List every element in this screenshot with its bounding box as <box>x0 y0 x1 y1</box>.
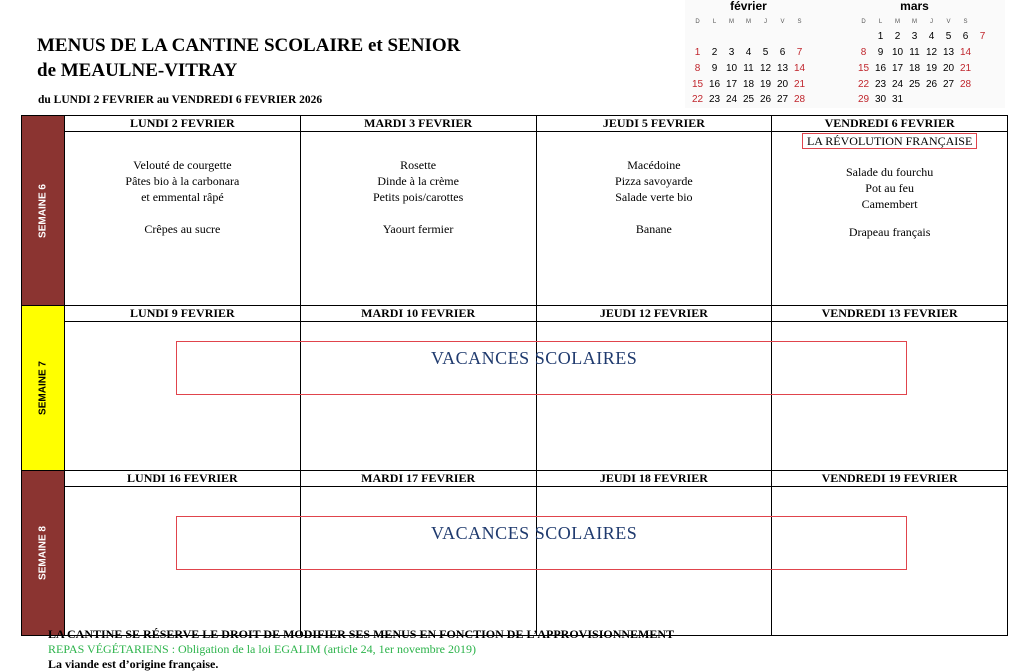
calendar-week-row: 8 9 10 11 12 13 14 <box>694 63 806 74</box>
footer-meat-origin: La viande est d’origine française. <box>48 657 219 671</box>
week-header-row <box>22 306 1008 322</box>
calendar-week-row: 15 16 17 18 19 20 21 <box>691 79 806 90</box>
calendar-week-row: 1 2 3 4 5 6 7 <box>694 47 803 58</box>
calendar-week-row: 8 9 10 11 12 13 14 <box>860 47 972 58</box>
page-subtitle: de MEAULNE-VITRAY <box>37 60 238 81</box>
day-header: JEUDI 12 FEVRIER <box>536 306 772 322</box>
day-header: MARDI 10 FEVRIER <box>300 306 536 322</box>
vacation-banner: VACANCES SCOLAIRES <box>176 516 907 570</box>
day-header: JEUDI 5 FEVRIER <box>536 116 772 132</box>
calendar-month-name: février <box>730 0 767 13</box>
day-header: JEUDI 18 FEVRIER <box>536 471 772 487</box>
calendar-week-row: 1 2 3 4 5 6 7 <box>877 31 986 42</box>
day-header: LUNDI 2 FEVRIER <box>65 116 301 132</box>
calendar-week-row: 22 23 24 25 26 27 28 <box>857 79 972 90</box>
day-header: LUNDI 16 FEVRIER <box>65 471 301 487</box>
day-header: VENDREDI 13 FEVRIER <box>772 306 1008 322</box>
footer-notice: LA CANTINE SE RÉSERVE LE DROIT DE MODIFIER SES MENUS EN FONCTION DE L’APPROVISIONNEMENT <box>48 627 675 641</box>
week-label: SEMAINE 6 <box>22 116 65 306</box>
day-header: VENDREDI 6 FEVRIER <box>772 116 1008 132</box>
menu-cell: LA RÉVOLUTION FRANÇAISE Salade du fourchu Pot au feu Camembert Drapeau français <box>772 132 1008 306</box>
menu-cell: Rosette Dinde à la crème Petits pois/carottes Yaourt fermier <box>300 132 536 306</box>
day-header: LUNDI 9 FEVRIER <box>65 306 301 322</box>
date-range: du LUNDI 2 FEVRIER au VENDREDI 6 FEVRIER 2026 <box>38 94 323 106</box>
week-label: SEMAINE 8 <box>22 471 65 636</box>
theme-label: LA RÉVOLUTION FRANÇAISE <box>802 133 977 149</box>
calendar-week-row: 29 30 31 <box>857 94 904 105</box>
week-header-row <box>22 116 1008 132</box>
calendar-week-row: 15 16 17 18 19 20 21 <box>857 63 972 74</box>
day-header: VENDREDI 19 FEVRIER <box>772 471 1008 487</box>
vacation-banner: VACANCES SCOLAIRES <box>176 341 907 395</box>
calendar-weekdays: D L M M J V S <box>695 19 802 25</box>
week-menu-row <box>22 132 1008 306</box>
week-label: SEMAINE 7 <box>22 306 65 471</box>
day-header: MARDI 17 FEVRIER <box>300 471 536 487</box>
menu-cell: Velouté de courgette Pâtes bio à la carbonara et emmental râpé Crêpes au sucre <box>65 132 301 306</box>
calendar-week-row: 22 23 24 25 26 27 28 <box>691 94 806 105</box>
page-title: MENUS DE LA CANTINE SCOLAIRE et SENIOR <box>37 35 461 56</box>
day-header: MARDI 3 FEVRIER <box>300 116 536 132</box>
calendar-weekdays: D L M M J V S <box>861 19 968 25</box>
calendar-month-name: mars <box>900 0 929 13</box>
menu-cell: Macédoine Pizza savoyarde Salade verte bio Banane <box>536 132 772 306</box>
footer-vegetarian-note: REPAS VÉGÉTARIENS : Obligation de la loi EGALIM (article 24, 1er novembre 2019) <box>48 642 476 656</box>
week-header-row <box>22 471 1008 487</box>
